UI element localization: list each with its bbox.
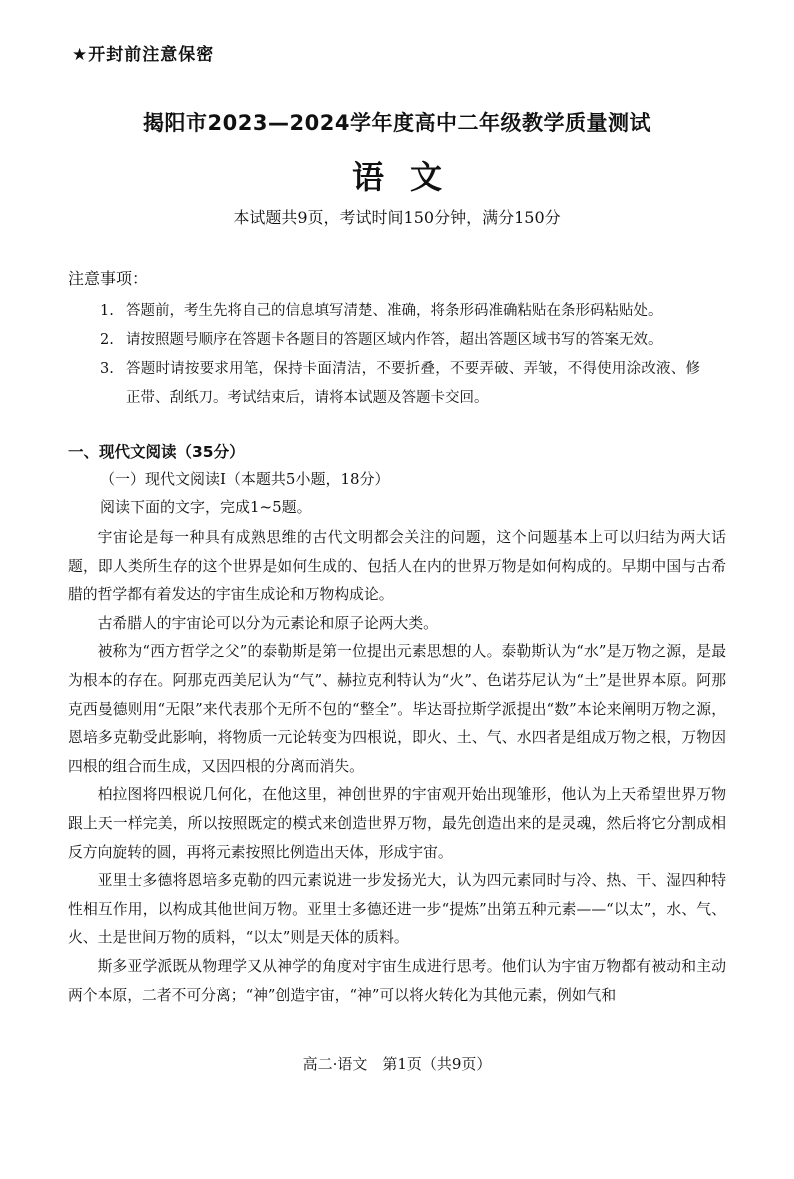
exam-info: 本试题共9页，考试时间150分钟，满分150分 <box>233 208 561 227</box>
notice-item-number: 2. <box>100 332 114 348</box>
passage-paragraph: 被称为“西方哲学之父”的泰勒斯是第一位提出元素思想的人。泰勒斯认为“水”是万物之源，是最为根本的存在。阿那克西美尼认为“气”、赫拉克利特认为“火”、色诺芬尼认为“土”是世界本原。阿那克西曼德则用“无限”来代表那个无所不包的“整全”。毕达哥拉斯学派提出“数”本论来阐明万物之源，恩培多克勒受此影响，将物质一元论转变为四根说，即火、土、气、水四者是组成万物之根，万物因四根的组合而生成，又因四根的分离而消失。 <box>68 643 726 775</box>
confidential-notice: ★开封前注意保密 <box>72 45 215 65</box>
notice-item-text: 请按照题号顺序在答题卡各题目的答题区域内作答，超出答题区域书写的答案无效。 <box>126 332 663 348</box>
exam-title: 揭阳市2023—2024学年度高中二年级教学质量测试 <box>143 111 651 135</box>
notice-title: 注意事项： <box>68 269 149 288</box>
passage-paragraph: 宇宙论是每一种具有成熟思维的古代文明都会关注的问题，这个问题基本上可以归结为两大话题，即人类所生存的这个世界是如何生成的、包括人在内的世界万物是如何构成的。早期中国与古希腊的哲学都有着发达的宇宙生成论和万物构成论。 <box>68 529 726 604</box>
passage-paragraph: 古希腊人的宇宙论可以分为元素论和原子论两大类。 <box>97 614 438 632</box>
notice-item <box>100 326 700 355</box>
notice-item-text: 答题前，考生先将自己的信息填写清楚、准确，将条形码准确粘贴在条形码粘贴处。 <box>126 303 663 319</box>
page-footer: 高二·语文 第1页（共9页） <box>302 1055 492 1073</box>
notice-item-number: 1. <box>100 303 114 319</box>
subject-title: 语文 <box>351 158 468 196</box>
passage-paragraph: 柏拉图将四根说几何化，在他这里，神创世界的宇宙观开始出现雏形，他认为上天希望世界万物跟上天一样完美，所以按照既定的模式来创造世界万物，最先创造出来的是灵魂，然后将它分割成相反方向旋转的圆，再将元素按照比例造出天体，形成宇宙。 <box>68 786 726 861</box>
passage-paragraph: 亚里士多德将恩培多克勒的四元素说进一步发扬光大，认为四元素同时与冷、热、干、湿四种特性相互作用，以构成其他世间万物。亚里士多德还进一步“提炼”出第五种元素——“以太”，水、气、火、土是世间万物的质料，“以太”则是天体的质料。 <box>68 872 726 947</box>
notice-item-text: 答题时请按要求用笔，保持卡面清洁，不要折叠，不要弄破、弄皱，不得使用涂改液、修正带、刮纸刀。考试结束后，请将本试题及答题卡交回。 <box>126 361 700 406</box>
passage-paragraph: 斯多亚学派既从物理学又从神学的角度对宇宙生成进行思考。他们认为宇宙万物都有被动和主动两个本原，二者不可分离；“神”创造宇宙，“神”可以将火转化为其他元素，例如气和 <box>68 957 726 1004</box>
reading-instruction: 阅读下面的文字，完成1~5题。 <box>100 498 312 516</box>
notice-item-number: 3. <box>100 361 114 377</box>
reading-passage <box>68 524 726 1010</box>
subsection-title: （一）现代文阅读Ⅰ（本题共5小题，18分） <box>100 470 390 488</box>
notice-list <box>100 297 700 413</box>
notice-item <box>100 355 700 413</box>
notice-item <box>100 297 700 326</box>
section-title: 一、现代文阅读（35分） <box>68 443 245 461</box>
